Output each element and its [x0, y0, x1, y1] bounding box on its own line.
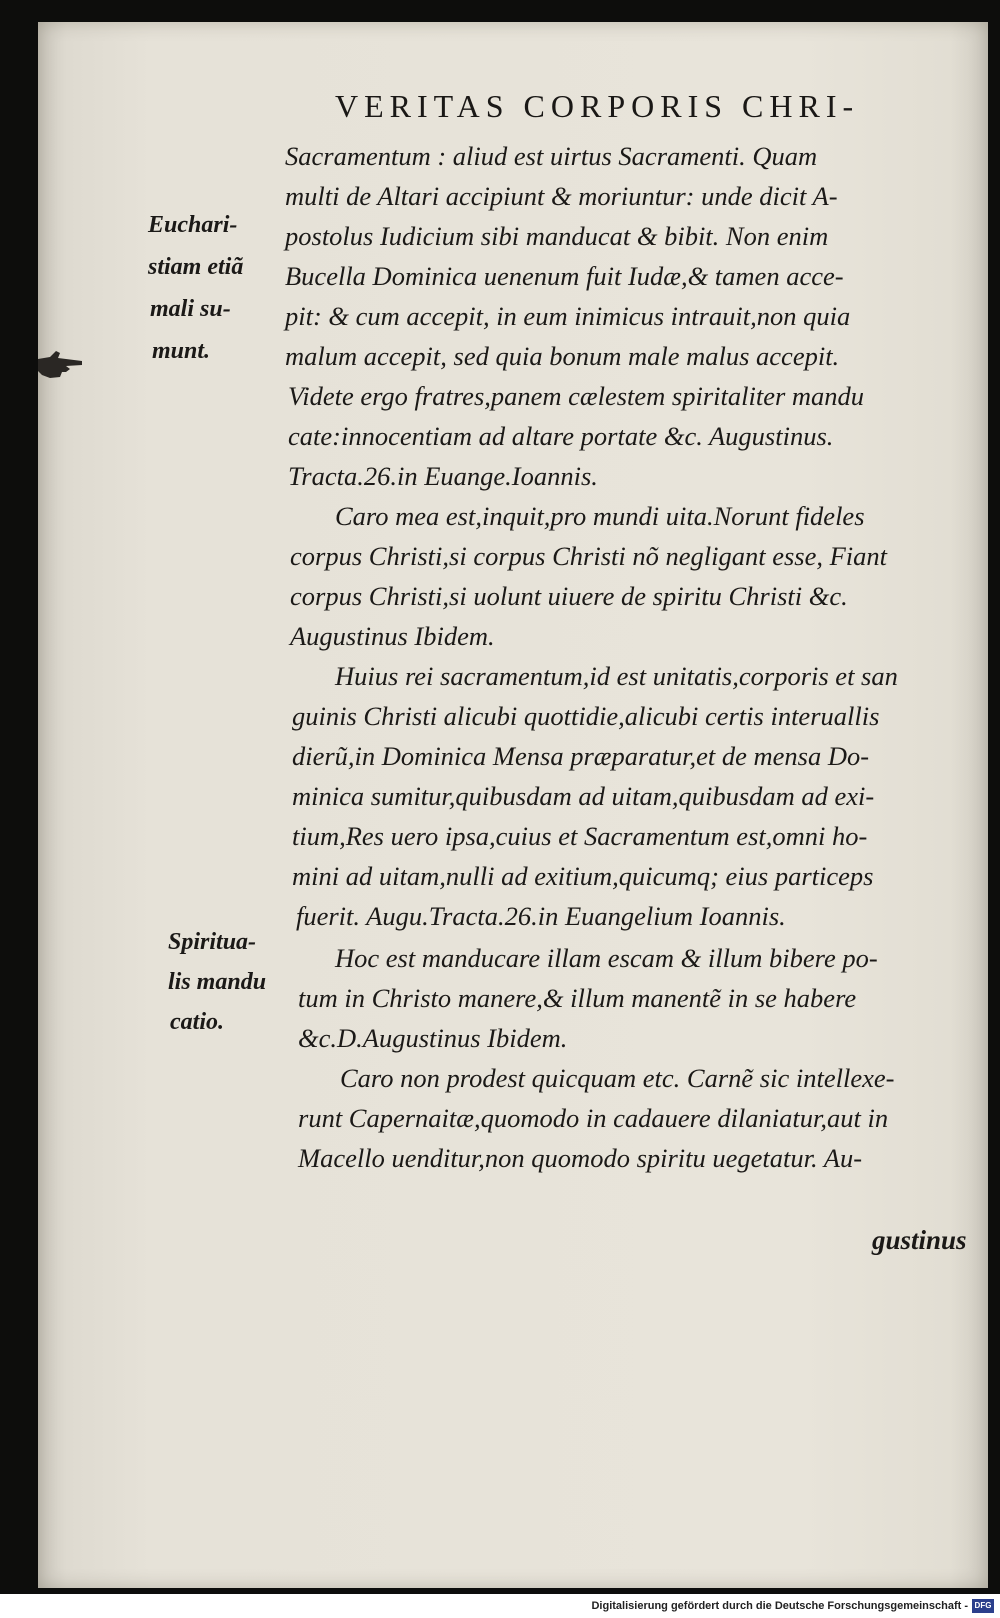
text-line: guinis Christi alicubi quottidie,alicubi certis interuallis: [292, 701, 880, 731]
text-line: Huius rei sacramentum,id est unitatis,corporis et san: [335, 661, 898, 691]
dfg-logo: DFG: [972, 1599, 994, 1613]
text-line: Sacramentum : aliud est uirtus Sacramenti. Quam: [285, 141, 818, 171]
text-line: Caro mea est,inquit,pro mundi uita.Norunt fideles: [335, 501, 865, 531]
text-line: Bucella Dominica uenenum fuit Iudæ,& tamen acce-: [285, 261, 844, 291]
text-line: Tracta.26.in Euange.Ioannis.: [288, 461, 598, 491]
text-line: postolus Iudicium sibi manducat & bibit. Non enim: [285, 221, 829, 251]
footer-credit: Digitalisierung gefördert durch die Deutsche Forschungsgemeinschaft -: [591, 1600, 968, 1612]
margin-note-eucharistia: munt.: [152, 338, 211, 364]
text-line: pit: & cum accepit, in eum inimicus intrauit,non quia: [285, 301, 851, 331]
text-line: minica sumitur,quibusdam ad uitam,quibusdam ad exi-: [292, 781, 875, 811]
text-line: tium,Res uero ipsa,cuius et Sacramentum est,omni ho-: [292, 821, 868, 851]
margin-note-spiritualis: catio.: [170, 1009, 224, 1035]
text-line: multi de Altari accipiunt & moriuntur: unde dicit A-: [285, 181, 838, 211]
text-line: Macello uenditur,non quomodo spiritu uegetatur. Au-: [298, 1143, 863, 1173]
catchword: gustinus: [872, 1225, 967, 1255]
text-line: dierũ,in Dominica Mensa præparatur,et de mensa Do-: [292, 741, 870, 771]
text-line: mini ad uitam,nulli ad exitium,quicumq; eius particeps: [292, 861, 874, 891]
text-line: &c.D.Augustinus Ibidem.: [298, 1023, 568, 1053]
text-line: fuerit. Augu.Tracta.26.in Euangelium Ioannis.: [296, 901, 786, 931]
text-line: Hoc est manducare illam escam & illum bibere po-: [335, 943, 878, 973]
text-line: corpus Christi,si corpus Christi nõ negligant esse, Fiant: [290, 541, 888, 571]
margin-note-eucharistia: stiam etiã: [148, 254, 244, 280]
margin-note-eucharistia: mali su-: [150, 296, 231, 322]
text-line: runt Capernaitæ,quomodo in cadauere dilaniatur,aut in: [298, 1103, 889, 1133]
text-line: cate:innocentiam ad altare portate &c. Augustinus.: [288, 421, 834, 451]
text-line: corpus Christi,si uolunt uiuere de spiritu Christi &c.: [290, 581, 848, 611]
running-head: VERITAS CORPORIS CHRI-: [335, 88, 860, 124]
text-line: malum accepit, sed quia bonum male malus accepit.: [285, 341, 840, 371]
text-line: Caro non prodest quicquam etc. Carnẽ sic intellexe-: [340, 1063, 895, 1093]
pointing-hand-icon: [36, 345, 86, 385]
margin-note-eucharistia: Euchari-: [148, 212, 238, 238]
text-line: tum in Christo manere,& illum manentẽ in se habere: [298, 983, 857, 1013]
margin-note-spiritualis: Spiritua-: [168, 929, 257, 955]
text-line: Videte ergo fratres,panem cælestem spiritaliter mandu: [288, 381, 865, 411]
text-line: Augustinus Ibidem.: [290, 621, 495, 651]
margin-note-spiritualis: lis mandu: [168, 969, 267, 995]
